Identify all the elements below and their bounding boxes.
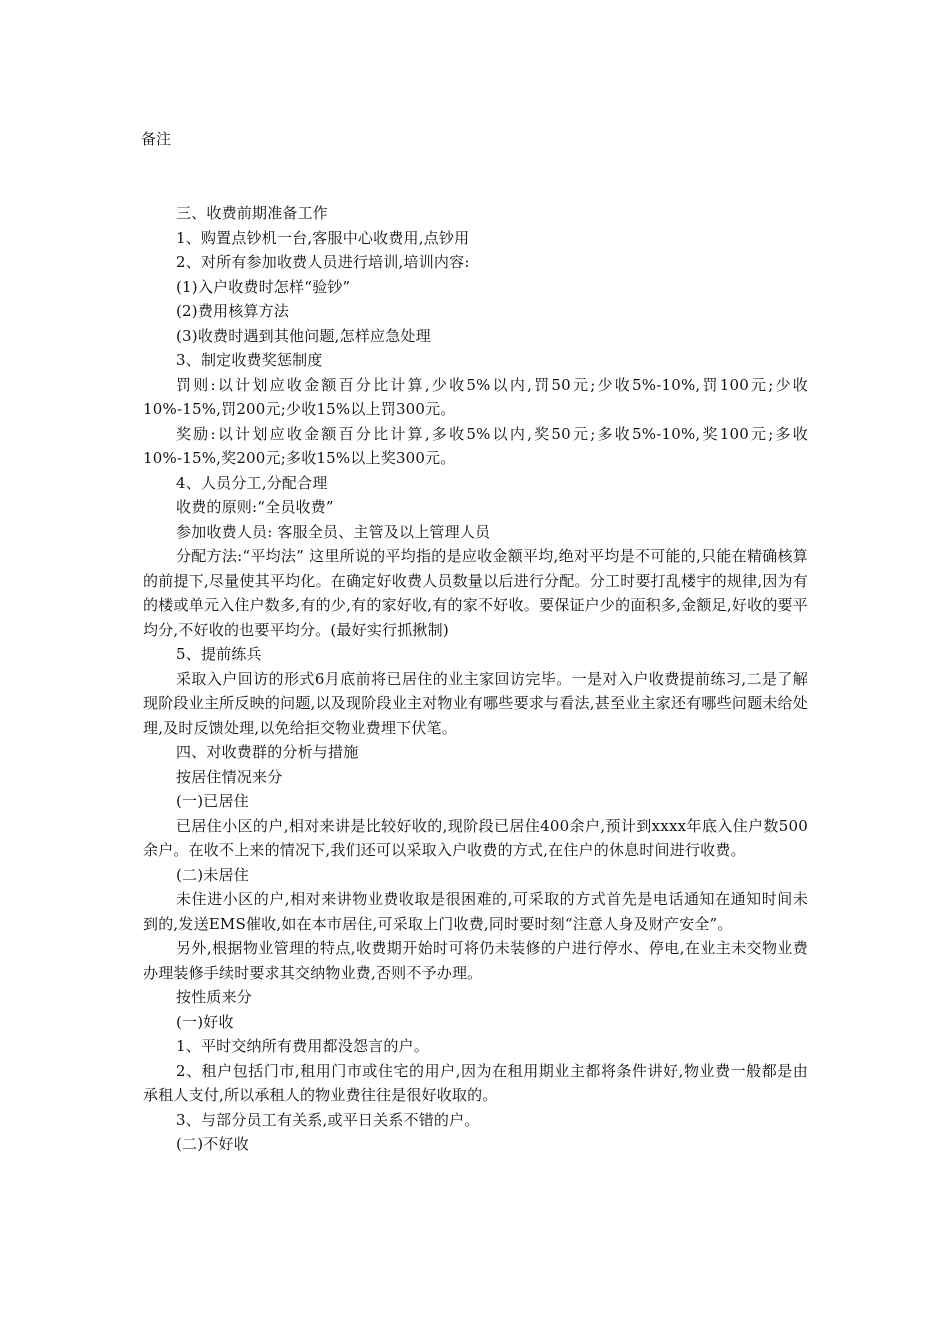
paragraph: 未住进小区的户,相对来讲物业费收取是很困难的,可采取的方式首先是电话通知在通知时间未到的,发送EMS催收,如在本市居住,可采取上门收费,同时要时刻“注意人身及财产安全”。 [143,890,808,933]
paragraph: 另外,根据物业管理的特点,收费期开始时可将仍未装修的户进行停水、停电,在业主未交物业费办理装修手续时要求其交纳物业费,否则不予办理。 [143,939,808,982]
paragraph: (1)入户收费时怎样“验钞” [176,277,351,296]
paragraph: 1、购置点钞机一台,客服中心收费用,点钞用 [176,228,470,247]
paragraph: (3)收费时遇到其他问题,怎样应急处理 [176,326,431,345]
paragraph: 3、与部分员工有关系,或平日关系不错的户。 [176,1110,480,1129]
paragraph: (一)已居住 [176,792,249,810]
paragraph: 罚则:以计划应收金额百分比计算,少收5%以内,罚50元;少收5%-10%,罚100元;少收10%-15%,罚200元;少收15%以上罚300元。 [143,375,808,418]
paragraph: 收费的原则:“全员收费” [176,498,334,516]
paragraph: 4、人员分工,分配合理 [176,473,328,492]
header-note: 备注 [141,130,172,148]
paragraph: 2、租户包括门市,租用门市或住宅的用户,因为在租用期业主都将条件讲好,物业费一般都是由承租人支付,所以承租人的物业费往往是很好收取的。 [143,1061,808,1104]
paragraph: (二)不好收 [176,1135,249,1153]
paragraph: 三、收费前期准备工作 [176,204,329,222]
paragraph: 奖励:以计划应收金额百分比计算,多收5%以内,奖50元;多收5%-10%,奖100元;多收10%-15%,奖200元;多收15%以上奖300元。 [143,424,808,467]
paragraph: 3、制定收费奖惩制度 [176,351,323,369]
paragraph: (2)费用核算方法 [176,302,290,320]
paragraph: (一)好收 [176,1012,234,1031]
paragraph: 四、对收费群的分析与措施 [176,743,359,761]
paragraph: 1、平时交纳所有费用都没怨言的户。 [176,1037,429,1055]
paragraph: 按性质来分 [176,988,253,1006]
paragraph: 2、对所有参加收费人员进行培训,培训内容: [176,253,470,271]
paragraph: (二)未居住 [176,865,249,884]
document-body [143,201,808,1157]
paragraph: 采取入户回访的形式6月底前将已居住的业主家回访完毕。一是对入户收费提前练习,二是了解现阶段业主所反映的问题,以及现阶段业主对物业有哪些要求与看法,甚至业主家还有哪些问题未给处理,及时反馈处理,以免给拒交物业费埋下伏笔。 [143,669,808,737]
paragraph: 5、提前练兵 [176,645,262,663]
paragraph: 参加收费人员: 客服全员、主管及以上管理人员 [176,522,491,541]
paragraph: 按居住情况来分 [176,767,283,786]
paragraph: 分配方法:“平均法” 这里所说的平均指的是应收金额平均,绝对平均是不可能的,只能在精确核算的前提下,尽量使其平均化。在确定好收费人员数量以后进行分配。分工时要打乱楼宇的规律,因为有的楼或单元入住户数多,有的少,有的家好收,有的家不好收。要保证户少的面积多,金额足,好收的要平均分,不好收的也要平均分。(最好实行抓揪制) [143,547,808,639]
paragraph: 已居住小区的户,相对来讲是比较好收的,现阶段已居住400余户,预计到xxxx年底入住户数500余户。在收不上来的情况下,我们还可以采取入户收费的方式,在住户的休息时间进行收费。 [143,816,808,859]
